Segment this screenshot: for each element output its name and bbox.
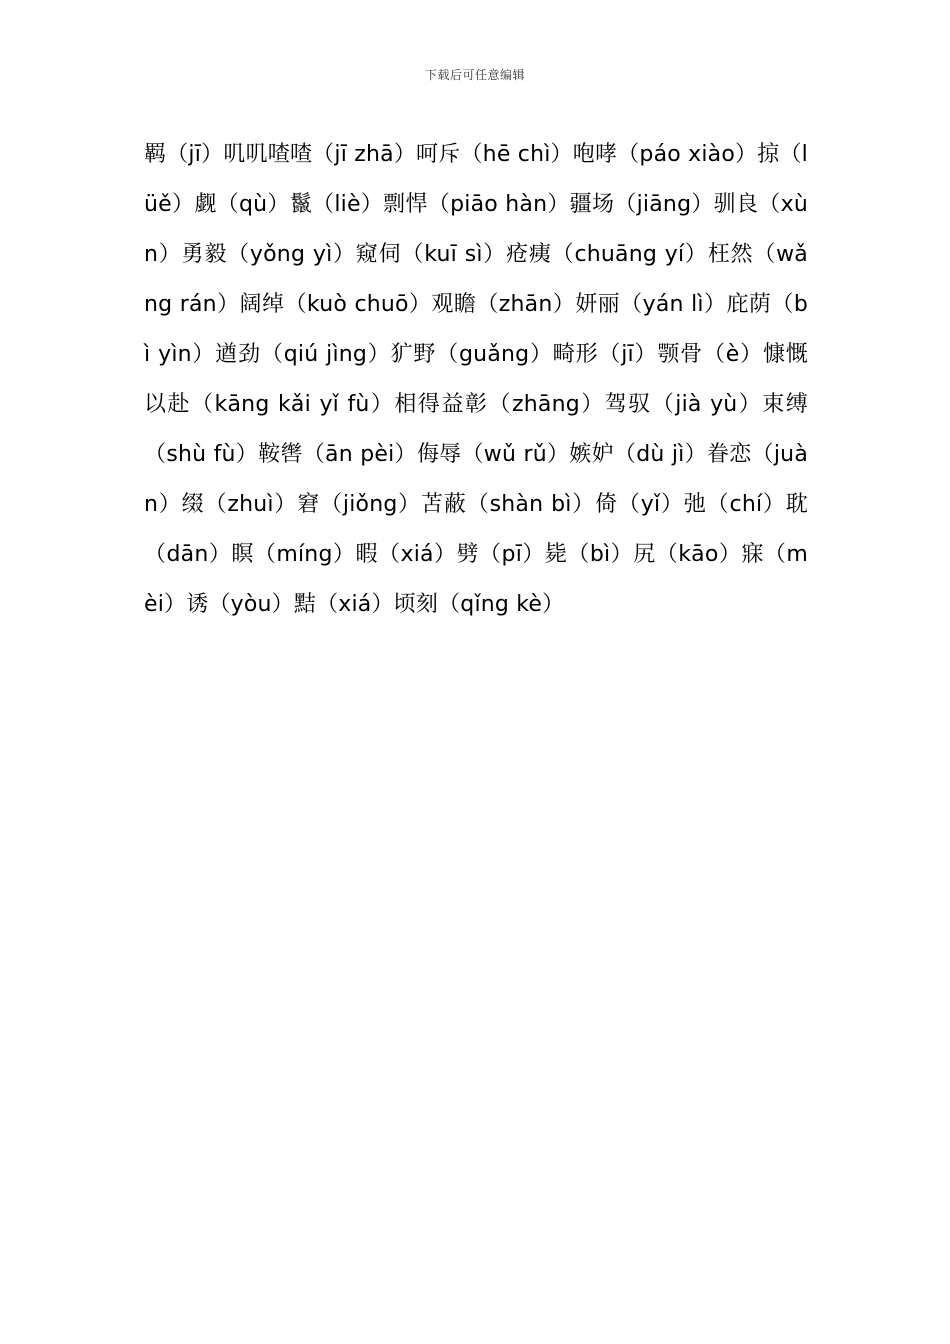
page-header: 下载后可任意编辑 [424, 68, 525, 82]
vocabulary-paragraph: 羁（jī）叽叽喳喳（jī zhā）呵斥（hē chì）咆哮（páo xiào）掠（lüě）觑（qù）鬣（liè）剽悍（piāo hàn）疆场（jiāng）驯良（xùn）勇毅（yǒng yì）窥伺（kuī sì）疮痍（chuāng yí）枉然（wǎng rán）阔绰（kuò chuō）观瞻（zhān）妍丽（yán lì）庇荫（bì yìn）遒劲（qiú jìng）犷野（guǎng）畸形（jī）颚骨（è）慷慨以赴（kāng kǎi yǐ fù）相得益彰（zhāng）驾驭（jià yù）束缚（shù fù）鞍辔（ān pèi）侮辱（wǔ rǔ）嫉妒（dù jì）眷恋（juàn）缀（zhuì）窘（jiǒng）苫蔽（shàn bì）倚（yǐ）弛（chí）耽（dān）瞑（míng）暇（xiá）劈（pī）毙（bì）尻（kāo）寐（mèi）诱（yòu）黠（xiá）顷刻（qǐng kè） [144, 142, 808, 617]
